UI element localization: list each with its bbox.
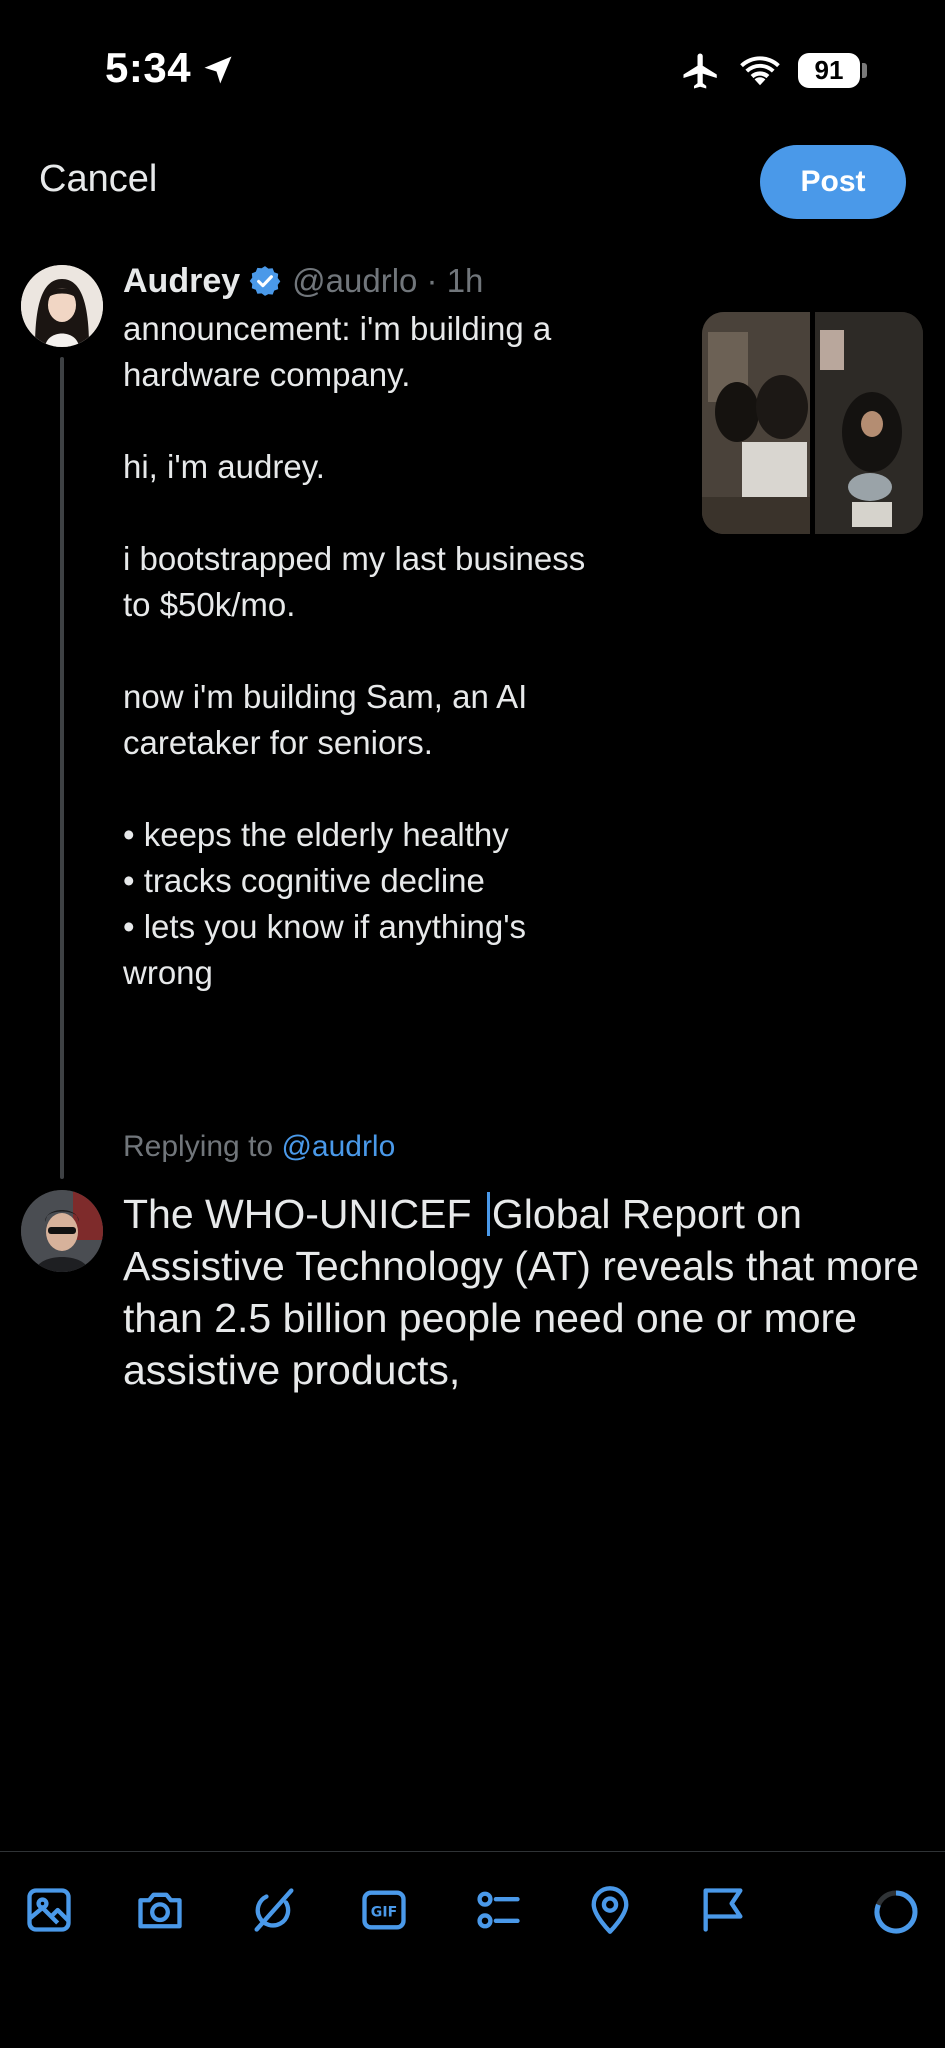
wifi-icon: [738, 52, 782, 88]
battery-nub: [862, 63, 867, 78]
airplane-icon: [680, 50, 722, 92]
grok-icon[interactable]: [248, 1884, 300, 1936]
tweet-header: [123, 258, 483, 304]
replying-to: [123, 1130, 395, 1164]
avatar[interactable]: [21, 1190, 103, 1272]
camera-icon[interactable]: [134, 1884, 186, 1936]
svg-text:GIF: GIF: [370, 1904, 398, 1921]
audrey-avatar-image: [21, 265, 103, 347]
gif-icon[interactable]: [358, 1884, 410, 1936]
status-time: 5:34: [105, 44, 192, 91]
compose-textarea[interactable]: [123, 1188, 923, 1396]
media-photo: [702, 312, 923, 534]
compose-text-before-cursor: The WHO-UNICEF: [123, 1191, 483, 1237]
user-avatar-image: [21, 1190, 103, 1272]
author-name[interactable]: Audrey: [123, 261, 241, 300]
compose-text-after-cursor: Global Report on Assistive Technology (AT) reveals that more than 2.5 billion people need one or more assistive products,: [123, 1191, 920, 1393]
avatar[interactable]: [21, 265, 103, 347]
author-handle-time: @audrlo · 1h: [292, 262, 484, 299]
thread-line: [60, 357, 64, 1179]
status-bar: [0, 0, 945, 140]
tweet-text: announcement: i'm building a hardware company. hi, i'm audrey. i bootstrapped my last business to $50k/mo. now i'm building Sam, an AI caretaker for seniors. • keeps the elderly healthy • tracks cognitive decline • lets you know if anything's wrong: [123, 310, 586, 991]
verified-badge-icon: [248, 264, 282, 298]
post-button[interactable]: Post: [760, 145, 906, 219]
toolbar-divider: [0, 1851, 945, 1852]
flag-icon[interactable]: [697, 1884, 749, 1936]
location-arrow-icon: [200, 52, 236, 88]
replying-to-handle[interactable]: @audrlo: [281, 1130, 396, 1163]
text-cursor: [487, 1192, 490, 1236]
cancel-button[interactable]: Cancel: [39, 158, 158, 200]
location-pin-icon[interactable]: [584, 1884, 636, 1936]
poll-icon[interactable]: [472, 1884, 524, 1936]
character-count-ring: [872, 1888, 920, 1936]
image-icon[interactable]: [23, 1884, 75, 1936]
replying-to-label: Replying to: [123, 1130, 282, 1163]
tweet-media-image[interactable]: [702, 312, 923, 534]
battery-icon: 91: [798, 53, 860, 88]
